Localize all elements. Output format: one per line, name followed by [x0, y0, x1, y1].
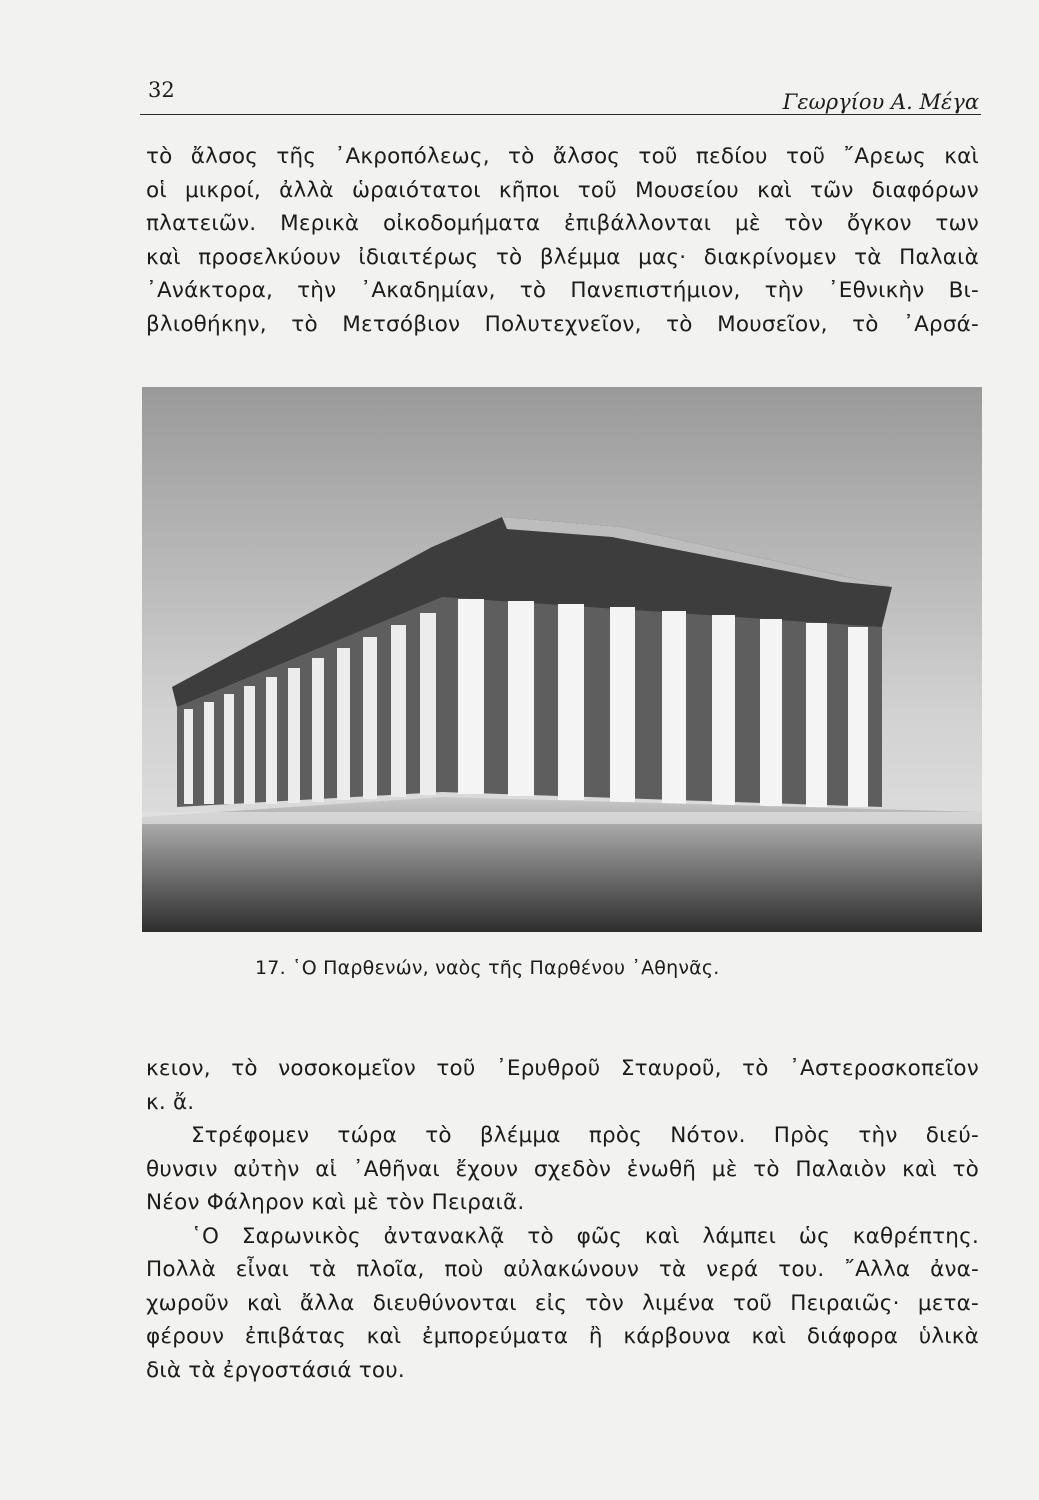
text-line: χωροῦν καὶ ἄλλα διευθύνονται εἰς τὸν λιμένα τοῦ Πειραιῶς· μετα-: [146, 1290, 979, 1316]
text-line: πλατειῶν. Μερικὰ οἰκοδομήματα ἐπιβάλλονται μὲ τὸν ὄγκον των: [146, 211, 979, 236]
running-head: Γεωργίου Α. Μέγα: [782, 90, 979, 114]
text-line: τὸ ἄλσος τῆς ᾿Ακροπόλεως, τὸ ἄλσος τοῦ πεδίου τοῦ ῎Αρεως καὶ: [146, 144, 979, 169]
parthenon-photo: [142, 387, 982, 932]
figure-caption: 17. ῾Ο Παρθενών, ναὸς τῆς Παρθένου ᾿Αθηνᾶς.: [255, 957, 720, 979]
text-line: διὰ τὰ ἐργοστάσιά του.: [146, 1357, 405, 1383]
front-columns: [458, 599, 868, 807]
parthenon-illustration: [142, 387, 982, 932]
body-text-top: [146, 140, 979, 341]
text-line: φέρουν ἐπιβάτας καὶ ἐμπορεύματα ἢ κάρβουνα καὶ διάφορα ὑλικὰ: [146, 1324, 979, 1349]
text-line: θυνσιν αὐτὴν αἱ ᾿Αθῆναι ἔχουν σχεδὸν ἑνωθῆ μὲ τὸ Παλαιὸν καὶ τὸ: [146, 1156, 979, 1182]
text-line: Νέον Φάληρον καὶ μὲ τὸν Πειραιᾶ.: [146, 1190, 525, 1215]
text-line: Στρέφομεν τώρα τὸ βλέμμα πρὸς Νότον. Πρὸς τὴν διεύ-: [191, 1123, 979, 1148]
text-line: κειον, τὸ νοσοκομεῖον τοῦ ᾿Ερυθροῦ Σταυροῦ, τὸ ᾿Αστεροσκοπεῖον: [146, 1056, 979, 1081]
text-line: καὶ προσελκύουν ἰδιαιτέρως τὸ βλέμμα μας· διακρίνομεν τὰ Παλαιὰ: [146, 244, 979, 270]
text-line: κ. ἄ.: [146, 1089, 195, 1115]
text-line: ᾿Ανάκτορα, τὴν ᾿Ακαδημίαν, τὸ Πανεπιστήμιον, τὴν ᾿Εθνικὴν Βι-: [146, 278, 979, 303]
body-text-bottom: [146, 1052, 979, 1387]
stylobate: [142, 812, 982, 824]
text-line: οἱ μικροί, ἀλλὰ ὡραιότατοι κῆποι τοῦ Μουσείου καὶ τῶν διαφόρων: [146, 177, 979, 203]
text-line: βλιοθήκην, τὸ Μετσόβιον Πολυτεχνεῖον, τὸ Μουσεῖον, τὸ ᾿Αρσά-: [146, 311, 979, 337]
text-line: Πολλὰ εἶναι τὰ πλοῖα, ποὺ αὐλακώνουν τὰ νερά του. ῎Αλλα ἀνα-: [146, 1257, 979, 1282]
page-header: [140, 74, 981, 115]
text-line: ῾Ο Σαρωνικὸς ἀντανακλᾷ τὸ φῶς καὶ λάμπει ὡς καθρέπτης.: [191, 1223, 979, 1249]
page-number: 32: [148, 78, 175, 102]
